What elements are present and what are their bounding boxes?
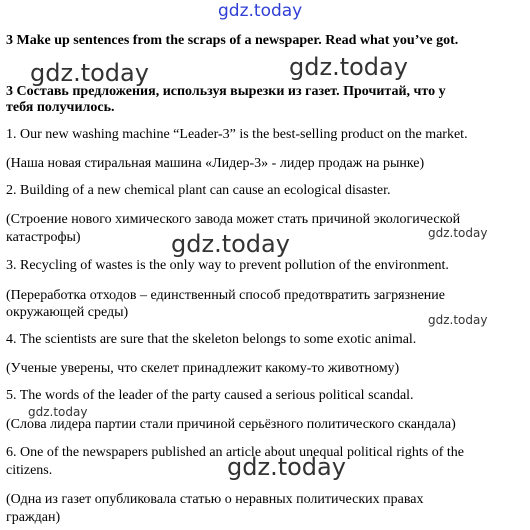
watermark-right-1: gdz.today xyxy=(289,53,408,81)
sentence-6-ru: (Одна из газет опубликовала статью о неравных политических правах xyxy=(6,492,424,507)
watermark-center-2: gdz.today xyxy=(227,453,346,481)
watermark-center-1: gdz.today xyxy=(171,230,290,258)
sentence-5-ru: (Слова лидера партии стали причиной серьёзного политического скандала) xyxy=(6,417,456,432)
sentence-3-en: 3. Recycling of wastes is the only way to prevent pollution of the environment. xyxy=(6,258,449,273)
sentence-4-en: 4. The scientists are sure that the skeleton belongs to some exotic animal. xyxy=(6,332,417,347)
sentence-4-ru: (Ученые уверены, что скелет принадлежит какому-то животному) xyxy=(6,361,400,376)
exercise-heading-ru-line2: тебя получилось. xyxy=(6,100,115,115)
watermark-small-right-1: gdz.today xyxy=(428,226,488,240)
sentence-6-ru-line2: граждан) xyxy=(6,510,61,525)
sentence-6-en: 6. One of the newspapers published an article about unequal political rights of the xyxy=(6,445,464,460)
sentence-6-en-line2: citizens. xyxy=(6,463,53,478)
sentence-2-ru-line2: катастрофы) xyxy=(6,230,81,245)
sentence-3-ru-line2: окружающей среды) xyxy=(6,305,129,320)
sentence-2-en: 2. Building of a new chemical plant can cause an ecological disaster. xyxy=(6,183,391,198)
sentence-1-ru: (Наша новая стиральная машина «Лидер-3» - лидер продаж на рынке) xyxy=(6,156,425,171)
sentence-2-ru: (Строение нового химического завода может стать причиной экологической xyxy=(6,212,461,227)
sentence-3-ru: (Переработка отходов – единственный способ предотвратить загрязнение xyxy=(6,288,446,303)
watermark-small-left: gdz.today xyxy=(28,405,88,419)
sentence-5-en: 5. The words of the leader of the party caused a serious political scandal. xyxy=(6,388,414,403)
watermark-top: gdz.today xyxy=(218,1,303,21)
exercise-heading-ru-line1: 3 Составь предложения, используя вырезки из газет. Прочитай, что у xyxy=(6,84,446,99)
exercise-heading-en: 3 Make up sentences from the scraps of a newspaper. Read what you’ve got. xyxy=(6,33,459,48)
sentence-1-en: 1. Our new washing machine “Leader-3” is the best-selling product on the market. xyxy=(6,127,468,142)
watermark-small-right-2: gdz.today xyxy=(428,313,488,327)
watermark-left-1: gdz.today xyxy=(30,59,149,87)
